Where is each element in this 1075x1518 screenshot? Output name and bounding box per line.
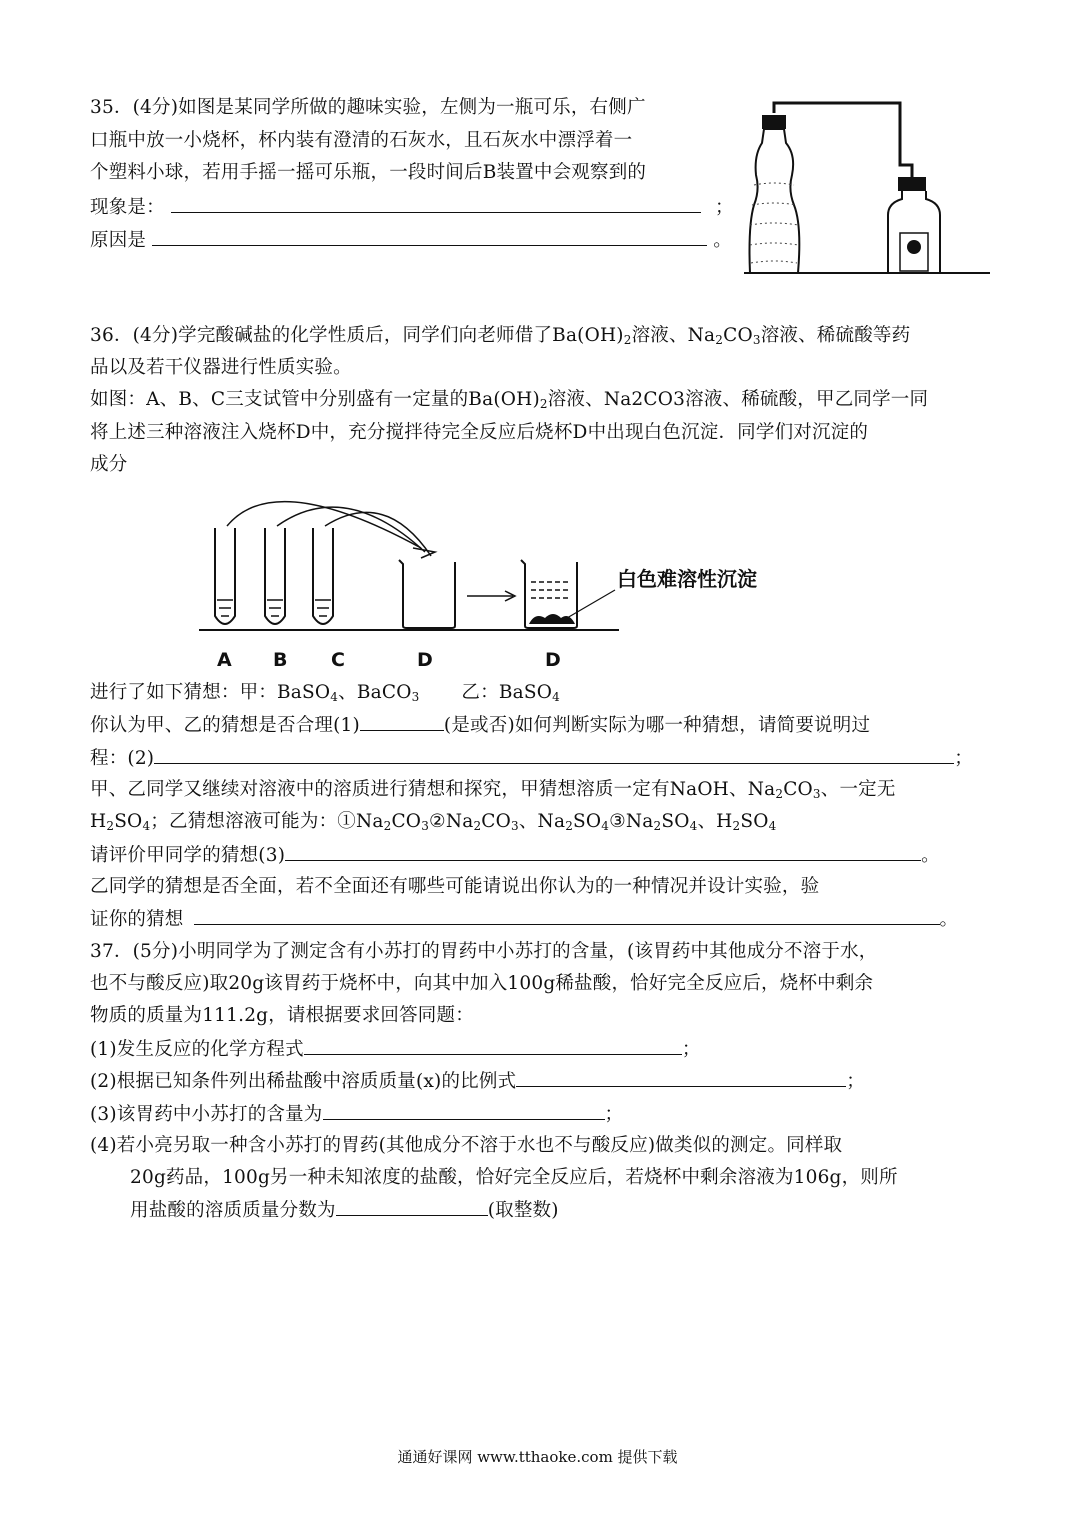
bottle-stopper	[898, 177, 926, 191]
p1-label: (1)发生反应的化学方程式	[90, 1039, 304, 1060]
q36-solute-line1	[90, 777, 896, 807]
label-c: C	[331, 649, 345, 671]
q36-line1-b: 溶液、Na	[631, 325, 716, 346]
label-a: A	[217, 649, 232, 671]
q36-test-tube-figure	[195, 478, 835, 678]
beaker-d-empty	[399, 560, 455, 628]
q36-line2: 品以及若干仪器进行性质实验。	[90, 357, 352, 378]
test-tube-b	[265, 528, 285, 624]
q35-phenomenon-blank[interactable]	[171, 194, 701, 213]
q37-p4-line2: 20g药品，100g另一种未知浓度的盐酸，恰好完全反应后，若烧杯中剩余溶液为106g，则所	[130, 1167, 898, 1188]
q37-p1-row	[90, 1036, 701, 1063]
q3-blank[interactable]	[285, 842, 921, 861]
q37-line3: 物质的质量为111.2g，请根据要求回答同题：	[90, 1005, 474, 1026]
yi-label: 证你的猜想	[90, 909, 184, 930]
q36-q2-row	[90, 745, 973, 772]
q36-solute-line2: $H_2SO_4$；乙猜想溶液可能为：$①Na_2CO_3②Na_2CO_3$、$Na_2SO_4③Na_2SO_4$、$H_2SO_4$	[90, 811, 777, 833]
precipitate-pointer	[567, 590, 615, 618]
q37-p4-row	[130, 1197, 559, 1224]
yi-end: 。	[939, 909, 959, 930]
q36-yi-row	[90, 906, 958, 933]
plastic-ball	[907, 240, 921, 254]
q36-q3-row	[90, 842, 940, 869]
white-precipitate	[529, 614, 575, 624]
p4-blank[interactable]	[336, 1197, 488, 1216]
q36-line3-b: 溶液、Na2CO3溶液、稀硫酸，甲乙同学一同	[547, 389, 929, 410]
beaker-d-liquid	[531, 582, 571, 598]
p2-end: ；	[846, 1071, 865, 1092]
q2-blank[interactable]	[154, 745, 954, 764]
q37-line1: 37．(5分)小明同学为了测定含有小苏打的胃药中小苏打的含量，(该胃药中其他成分不溶于水，	[90, 941, 878, 962]
sub: 2	[623, 333, 632, 347]
wide-mouth-bottle	[888, 191, 940, 273]
q35-line3: 个塑料小球，若用手摇一摇可乐瓶，一段时间后B装置中会观察到的	[90, 162, 647, 183]
sub: 3	[752, 333, 761, 347]
p3-blank[interactable]	[323, 1101, 605, 1120]
solute-b: CO	[783, 779, 813, 800]
page-footer: 通通好课网 www.tthaoke.com 提供下载	[397, 1448, 678, 1466]
q36-guess-line	[90, 680, 560, 710]
arrow-head	[413, 548, 435, 558]
sub: 2	[539, 397, 548, 411]
guess-yi: 乙：BaSO	[461, 682, 553, 703]
p3-label: (3)该胃药中小苏打的含量为	[90, 1104, 323, 1125]
sub: 2	[775, 787, 784, 801]
p1-blank[interactable]	[304, 1036, 682, 1055]
p3-end: ；	[604, 1104, 624, 1125]
solute-c: 、一定无	[820, 779, 896, 800]
q2-end: ；	[954, 748, 973, 769]
test-tube-a	[215, 528, 235, 624]
q35-reason-end: 。	[713, 230, 732, 251]
q36-line4: 将上述三种溶液注入烧杯D中，充分搅拌待完全反应后烧杯D中出现白色沉淀．同学们对沉淀的	[90, 422, 869, 443]
q35-reason-row	[90, 227, 732, 254]
q35-line1: 35．(4分)如图是某同学所做的趣味实验，左侧为一瓶可乐，右侧广	[90, 97, 646, 118]
q35-line2: 口瓶中放一小烧杯，杯内装有澄清的石灰水，且石灰水中漂浮着一	[90, 130, 633, 151]
sub: 4	[330, 690, 339, 704]
test-tube-a-liquid	[217, 600, 233, 616]
q35-phenomenon-row	[90, 194, 734, 221]
q35-apparatus-figure	[740, 95, 995, 280]
p2-blank[interactable]	[516, 1068, 846, 1087]
test-tube-c-liquid	[315, 600, 331, 616]
q37-p4-line1: (4)若小亮另取一种含小苏打的胃药(其他成分不溶于水也不与酸反应)做类似的测定。同样取	[90, 1135, 843, 1156]
q3-end: 。	[921, 845, 940, 866]
q1-blank[interactable]	[360, 712, 444, 731]
p4-label: 用盐酸的溶质质量分数为	[130, 1200, 336, 1221]
label-d2: D	[545, 649, 561, 671]
q35-reason-blank[interactable]	[152, 227, 707, 246]
precipitate-label: 白色难溶性沉淀	[617, 567, 757, 591]
guess-jia: 进行了如下猜想：甲：BaSO	[90, 682, 331, 703]
guess-jia-b: 、BaCO	[338, 682, 412, 703]
q1-label: 你认为甲、乙的猜想是否合理(1)	[90, 715, 360, 736]
q36-q1-row	[90, 712, 870, 739]
q2-label: 程：(2)	[90, 748, 155, 769]
q35-phenomenon-label: 现象是：	[90, 197, 165, 218]
q36-yi-line: 乙同学的猜想是否全面，若不全面还有哪些可能请说出你认为的一种情况并设计实验，验	[90, 876, 820, 897]
q36-line3	[90, 387, 928, 417]
q37-line2: 也不与酸反应)取20g该胃药于烧杯中，向其中加入100g稀盐酸，恰好完全反应后，烧杯中剩余	[90, 973, 874, 994]
q36-line1-c: CO	[723, 325, 753, 346]
cola-stopper	[762, 115, 786, 129]
p2-label: (2)根据已知条件列出稀盐酸中溶质质量(x)的比例式	[90, 1071, 517, 1092]
pour-arc-a	[227, 502, 421, 548]
q36-line1-a: 36．(4分)学完酸碱盐的化学性质后，同学们向老师借了Ba(OH)	[90, 325, 624, 346]
q37-p3-row	[90, 1101, 623, 1128]
cola-bottle	[750, 129, 800, 273]
p4-end: (取整数)	[487, 1200, 559, 1221]
sub: 2	[715, 333, 724, 347]
sub: 3	[411, 690, 420, 704]
connecting-tube	[774, 103, 912, 185]
sub: 3	[812, 787, 821, 801]
sub: 4	[552, 690, 560, 704]
q35-phenomenon-end: ；	[715, 197, 734, 218]
test-tube-b-liquid	[267, 600, 283, 616]
q3-label: 请评价甲同学的猜想(3)	[90, 845, 286, 866]
yi-blank[interactable]	[194, 906, 940, 925]
test-tube-c	[313, 528, 333, 624]
solute-a: 甲、乙同学又继续对溶液中的溶质进行猜想和探究，甲猜想溶质一定有NaOH、Na	[90, 779, 776, 800]
q1-end: (是或否)如何判断实际为哪一种猜想，请简要说明过	[443, 715, 871, 736]
q36-line3-a: 如图：A、B、C三支试管中分别盛有一定量的Ba(OH)	[90, 389, 540, 410]
q36-line1	[90, 323, 910, 353]
label-b: B	[273, 649, 288, 671]
q36-line5: 成分	[90, 454, 128, 475]
q36-line1-d: 溶液、稀硫酸等药	[760, 325, 911, 346]
q37-p2-row	[90, 1068, 865, 1095]
q35-reason-label: 原因是	[90, 230, 147, 251]
label-d1: D	[417, 649, 433, 671]
p1-end: ；	[681, 1039, 701, 1060]
